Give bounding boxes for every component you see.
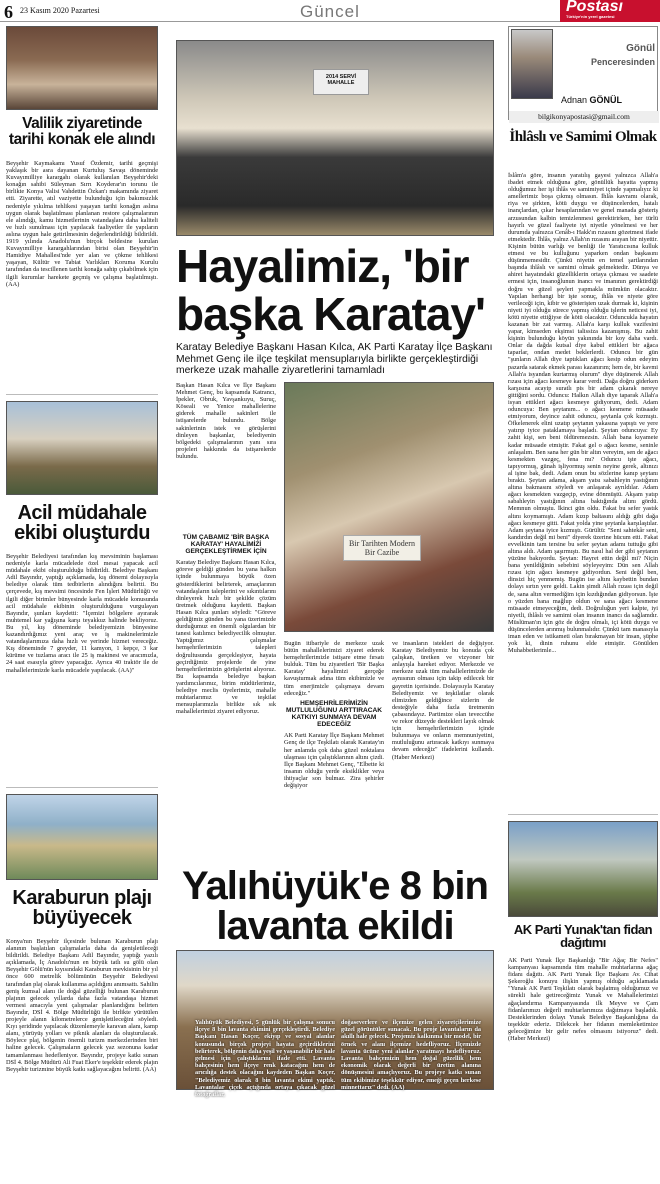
- divider: [6, 394, 158, 395]
- main-photo: [176, 40, 494, 236]
- left-column: [6, 26, 158, 1116]
- story-headline: Acil müdahale ekibi oluşturdu: [14, 502, 150, 545]
- story-photo: [508, 821, 658, 917]
- subheading: HEMŞEHRİLERİMİZİN MUTLULUĞUNU ARTTIRACAK KATKIYI SUNMAYA DEVAM EDECEĞİZ: [285, 700, 383, 729]
- column-name: Gönül: [626, 43, 655, 54]
- story-body: AK Parti Yunak İlçe Başkanlığı "Bir Ağaç Bir Nefes" kampanyası kapsamında tüm mahalle muhtarlarına ağaç fidanı dağıttı. AK Parti Yunak İlçe Başkanı Av. Cihat Şekeroğlu konuyu ilişkin yapmış olduğu açıklamada "Yunak AK Parti Teşkilatı olarak başlatmış olduğumuz ve sürekli hale getireceğimiz Yunak ve Mahallelerimizi ağaçlandırma Kampanyasında ilk Meyve ve Çam fidanlarımızı değerli muhtarlarımıza dağıtmaya başladık. Desteklerinden dolayı Yunak Belediye Başkanlığına da teşekkür ederiz. Dilekcek her fidanın memleketimize geleceğimize bir gelir nefes olmasını istiyoruz" dedi. (Haber Merkezi): [508, 957, 658, 1043]
- story-photo: [6, 26, 158, 110]
- article-text: Karatay Belediye Başkanı Hasan Kılca, göreve geldiği günden bu yana halkın içinde bulunmaya büyük özen gösterdiklerini belirterek, amaçlarının vatandaşların taleplerini ve sıkıntılarını dinleyerek hızlı bir şekilde çözüm üretmek olduğunu kaydetti. Başkan Hasan Kılca şunları söyledi: "Göreve geldiğimiz günden bu yana üzerimizde durduğumuz en önemli olgulardan bir tanesi katılımcı belediyecilik olmuştur. Yaptığımız çalışmalar hemşehrilerimizin talepleri doğrultusunda gerçekleşiyor, hayata geçirdiğimiz projelerde de yine hemşehrilerimizin görüşlerini alıyoruz. Bu kapsamda belediye başkan yardımcılarımız, birim müdürlerimiz, belediye meclis üyelerimiz, mahalle muhtarlarımız ve teşkilat mensuplarımızla birlikte sık sık mahallelerimizi ziyaret ediyoruz.: [176, 559, 276, 716]
- story-body: Beyşehir Kaymakamı Yusuf Özdemir, tarihi geçmişi yaklaşık bir asra dayanan Kurtuluş Savaşı döneminde Kuvayımilliye karargahı olarak kullanılan Beyşehir'deki konağın sahibi Süleyman Sırrı Koyderar'ın torunu ile birlikte Konya Valisi Vahdettin Özkan'ı makamında ziyaret etti. Ziyarette, atıl vaziyette bulunduğu için bakımsızlık nedeniyle yıkılma tehlikesi yaşayan tarihi konağın aslına uygun olarak başlatılması planlanan restore çalışmalarının ele alındığı, kamu hizmetlerinin vatandaşlara daha kaliteli ve hızlı sunulması için yapılacak faaliyetler ile yapıların aslına uygun hale getirilmesinin değerlendirildiği bildirildi. 1919 yılında Anadolu'nun birçok beldesine kurulan Kuvayımilliye karargahlarından birisi olan Beyşehir'in Hamidiye Mahallesi'nde yer alan ve çökme tehlikesi yaşayan, Kültür ve Tabiat Varlıkları Koruma Kurulu tarafından da tescillenen tarihi konağa sahip çıkabilmek için ilgili kurumlar harekete geçmiş ve çalışma başlatılmıştı. (AA): [6, 160, 158, 288]
- column-subtitle: Penceresinden: [590, 57, 655, 67]
- article-col: [392, 640, 494, 858]
- subheading: TÜM ÇABAMIZ 'BİR BAŞKA KARATAY' HAYALİMİZİ GERÇEKLEŞTİRMEK İÇİN: [182, 534, 270, 556]
- author-name: Adnan GÖNÜL: [561, 95, 623, 105]
- article-col: [284, 640, 384, 880]
- column-header: [508, 26, 658, 120]
- village-sign: 2014 SERVİ MAHALLE: [313, 69, 369, 95]
- banner-sign: Bir Tarihten Modern Bir Cazibe: [343, 535, 421, 561]
- story-body: Konya'nın Beyşehir ilçesinde bulunan Karaburun plajı alanının başlatılan çalışmalarla daha da genişletileceği bildirildi. Belediye Başkanı Adil Bayındır, yaptığı yazılı açıklamada, İç Anadolu'nun en büyük tatlı su gölü olan Beyşehir Gölü'nün kıyısındaki Karaburun mevkisinin bir yıl önce 600 metrelik bölümünün Beyşehir Belediyesi tarafından plaj olarak kullanıma açıldığını anımsattı. Sahilin geniş kumsal alanı ile doğal güzelliği bulunan Karaburun plajının gelecek yıllarda daha fazla vatandaşa hizmet vermesi amacıyla yeni çalışmalar planlandığını belirten Bayındır, DSİ 4. Bölge Müdürlüğü ile birlikte yürütülen projeyle alanın kilometrelerce genişletileceğini söyledi. Kıyı şeridinde yapılacak düzenlemeyle karavan alanı, kamp alanı, yürüyüş yolları ve piknik alanları da oluşturulacak. Böylece plaj, bölgenin önemli turizm merkezlerinden biri haline gelecek. Çalışmaların gelecek yaz sezonuna kadar tamamlanması hedefleniyor. Bayındır, projeye katkı sunan DSİ 4. Bölge Müdürü Ali Fuat Eker'e teşekkür ederek plajın Beyşehir turizmine büyük katkı sağlayacağını belirtti. (AA): [6, 938, 158, 1073]
- page-number: 6: [4, 2, 13, 22]
- divider: [6, 787, 158, 788]
- lavender-text: doğaseverlere ve ilçemize gelen ziyaretçilerimize güzel görüntüler sunacak. Bu proje lavantaların da akıllı hale gelecek. Projemiz kalkınma bir model, bir örnek ve alanı ilçemize hedefliyoruz. İlçemizde lavanta ücüne yeni alanlar yaratmayı hedefliyoruz. Lavanta bahçemizin hem doğal güzellik hem ekonomik olarak değerli bir üretim alanına dönüşmesini amaçlıyoruz. Bu projeye katkı sunan tüm ekibimize teşekkür ediyor, emeği geçen herkese minnettarız" dedi. (AA): [341, 1019, 481, 1091]
- lavender-headline: Yalıhüyük'e 8 bin lavanta ekildi: [182, 864, 488, 948]
- story-headline: Valilik ziyaretinde tarihi konak ele alındı: [8, 115, 156, 148]
- story-body: Beyşehir Belediyesi tarafından kış mevsiminin başlaması nedeniyle karla mücadelede özel mesai yapacak acil müdahale ekibi oluşturulduğu bildirildi. Belediye Başkanı Adil Bayındır, yaptığı açıklamada, kış dönemi dolayısıyla belediye olarak tüm tedbirlerin alındığını belirtti. Bu çerçevede, kış mevsimi öncesinde Fen İşleri Müdürlüğü ve ilgili diğer birimler bünyesinde karla mücadele konusunda acil müdahale ekibinin oluşturulduğunu vurgulayan Bayındır, şunları kaydetti: "İçemizi bölgelere ayırarak muhtemel kar yağışına karşı teyakkuz halinde bekliyoruz. Bu yıl, kış döneminde belediyemizin bünyesine kazandırdığımız yeni araç ve iş makinelerimizle vatandaşlarımıza daha hızlı ve yerinde hizmet vereceğiz. Kış döneminde 7 greyder, 11 kamyon, 1 kepçe, 3 kar kürüme ve tuzlama aracı ile 25 iş makinesi ve aracımızla, 24 saat esasıyla görev yapacağız. Ayrıca 40 traktör ile de mahallelerimizde karla mücadele yapılacak. (AA)": [6, 553, 158, 674]
- main-headline: Hayalimiz, 'bir başka Karatay': [176, 240, 485, 340]
- paper-logo: Postası Türkiye'nin yerel gazetesi: [560, 0, 660, 22]
- author-email: bilgikonyapostasi@gmail.com: [509, 111, 659, 123]
- second-photo: [284, 382, 494, 632]
- story-headline: Karaburun plajı büyüyecek: [12, 887, 152, 930]
- lavender-text: Yalıhüyük Belediyesi, 5 günlük bir çalışma sonucu ilçeye 8 bin lavanta ekimini gerçekleştirdi. Belediye Başkanı Hasan Koçer, ekiyıp ve sosyal alanlar konusunda birçok projeyi hayata geçirdiklerini belirterek, bölgenin daha yeşil ve yaşanabilir bir hale gelmesi için çalıştıklarını ifade etti. Lavanta bahçesinin hem ilçeye renk katacağını hem de arıcılığa destek olacağını kaydeden Başkan Koçer, "Belediyemiz olarak 8 bin lavanta ekimi yaptık. Lavantalar çiçek açtığında ortaya çıkacak güzel fotoğraflar,: [195, 1019, 335, 1099]
- section-title: Güncel: [300, 2, 360, 21]
- story-photo: [6, 794, 158, 880]
- story-headline: AK Parti Yunak'tan fidan dağıtımı: [513, 922, 653, 951]
- author-photo: [511, 29, 553, 99]
- article-text: Bugün itibariyle de merkeze uzak bütün mahallelerimizi ziyaret ederek hemşehrilerimizle istişare etme fırsatı bulduk. Tüm bu ziyaretleri 'Bir Başka Karatay' hayalimizi gerçeğe kavuşturmak adına tüm ekibimizle ve tüm enerjimizle çalışmaya devam edeceğiz.": [284, 640, 384, 696]
- article-col: [176, 382, 276, 892]
- column-body: İslâm'a göre, insanın yaratılış gayesi yalnızca Allah'a ibadet etmek olduğuna göre, gönüllük hayatta yapmış olduğumuz her işi ihlâs ve samimiyet içinde yapmalıyız ki amellerimiz boşa çıkmış olmasın. İhlâs kavramı olarak, riya ve şirkten, kötü duygu ve düşüncelerden, hatalı inançlardan, çıkar hesaplarından ve genel manada gösteriş arzusundan kalbin temizlenmesi gerektirirken, her türlü hayırlı ve güzel faaliyete iyi niyetle yönelmesi ve her durumda yalnızca Cenâb-ı Hakk'ın rızasını gözetmesi ifade etmektedir. İhlâs, yalnız Allah'ın rızasını arayan bir niyettir. Kişinin bütün varlığı ve benliği ile Yaratıcısına kulluk etmesi ve bu kulluğunu yaparken ondan başkasını düşünmemesidir. Çünkü niyetin en temel şartlarından başında ihlâslı ve samimi olmak gelmektedir. Dünya ve ahiret hayatındaki güzelliklerin ortaya çıkması ve saadete ermesi için, insanoğlunun inancı ve imanının gerektirdiği doğru ve güzel şeyleri yapmakla mümkün olacaktır. Yapılan herhangi bir işte sonuç, ihlâs ve niyete göre verileceği için, kibir ve gösterişten uzak durmak ki, kişinin niyeti iyi olduğu sürece yapmış olduğu işlerin neticesi iyi, kötü niyette ettiğiyse de kötü olacaktır. Oduncukla hayatın kazanan bir zat varmış. Allah'a karşı kulluk vazifesini yapar, kimseden ekşimsi talissiza kazanışmış. Bu zahit kişinin bulunduğu köyün yakınında bir koy daha vardı. Onlar da dağda kutsal diye kabul ettikleri bir ağaca taparlar, ondan medet beklerlerdi. Oduncu bir gün "şunların Allah diye taptıkları ağacı kesip odun edeyim pazarda satarak ekmek parası kazanırım; hem de, bir kavmi Allah'a isyandan kurtarmış olurum" diye düşünerek Allah rızası için ağacı kesmeye karar verdi. Dağa doğru giderken karşısına acayip suratlı pis bir adam çıkarak nereye gittiğini sordu. Oduncu: Halkın Allah diye taparak Allah'a isyan ettikleri ağacı kesmeye gidiyorum, dedi. Adam oduncuya: Ben şeytanım... o ağacı kesmene müsaade etmiyorum, deyince zahit oduncu, şeytanla çok kızmıştı. Öfkelenerek elini uzatıp şeytanın yakasına yapıştı ve yere yatırıp iyice pataklamaya başladı. Şeytan oduncuya: Ey zahit kişi, sen beni öldüremezsin. Allah bana kıyamete kadar müsaade etmiştir. Fakat gel o ağacı kesme, seninle anlaşalım. Ben sana her gün bir altın vereyim, sen de ağacı kesmekten vazgeç, fena mı? Oduncu işte ağacı, tapıyormuş, günah işliyormuş senin neyine gerek, altınızı al işine bak, dedi. Adam onun bu sözlerine kanıp şeytanı bıraktı. Şeytan adama, akşam yatsı sabahleyin yastığının altına bakmasını söyledi ve anlaşarak ayrıldılar. Adam ağacı kesmekten vazgeçip, evine dönmüştü. Akşam yatıp sabahleyin yastığının altına baktığında altını gördü. Memnun olmuştu. İkinci gün oldu. Fakat bu sefer yastık altını koymamıştı. Adam kızıp baltasını aldığı gibi dağa ağacı kesmeye gitti. Fakat yolda yine şeytanla karşılaştılar. Adam şeytana iyice kızmıştı. Gürültü: "Seni sahtekâr seni, kandırdın değil mi beni" diyerek üzerine hücum etti. Fakat evvelkinin tam tersine bu sefer şeytan adamı tuttuğu gibi altına aldı. Adam şaşırmıştı. Bu nasıl hal der gibi şeytanın yüzüne bakıyordu. Şeytan: Hayret ettin değil mi? Niçin bana yenildiğinin sebebini söyleyeyim: Dün sen Allah rızası için ağacı kesmeye gidiyordun. Seni değil ben, dinsizi hiç yenmemiş. Bugün ise altını kaybettin bundan dolayı sırtın yere geldi. Lakin şimdi Allah rızası için değil de, sana altın vermediğim için kızdığından gidiyorsun. İşte o yüzden bana mağlup oldun ve sana ağacı kesmene müsaade etmeyeceğim, dedi. Doğruluğun yeri kalpte, iyi niyetli, ihlâslı ve samimi olan insanın inancı da sağlamdır. Müslüman'ın için göz de doğru olmalı, içi kötü duygu ve düşüncelerden arınmış bulunmalıdır. Çünkü tam manasıyla iman eden ve istikameti olan bırakmayan bir insan, şüphe yok ki, dinin ruhunu elde etmiştir. Gönülden Muhabbetlerimle...: [508, 172, 658, 655]
- column-title: İhlâslı ve Samimi Olmak: [509, 129, 657, 145]
- story-photo: [6, 401, 158, 495]
- lavender-photo: [176, 950, 494, 1099]
- issue-date: 23 Kasım 2020 Pazartesi: [20, 6, 100, 15]
- divider: [508, 814, 658, 815]
- article-text: ve insanların istekleri de değişiyor. Karatay Belediyemiz bu konuda çok çalışkan, üretken ve vizyoner bir anlayışla hareket ediyor. Merkezde ve merkeze uzak tüm mahallelerimizde de aynısının olması için takip edilecek bir gayretin içerisinde. Dolayısıyla Karatay Belediyemiz ve teşkilatlar olarak elimizden geldiğince sizlerin de desteğiyle daha fazla üretmenin çabasındayız. Partimize olan teveccühe ve rekor düzeyde destekleri layık olmak için hemşehrilerimizin içinde bulunmaya ve onların memnuniyetini, mutluluğunu artıracak katkıyı sunmaya devam edeceğiz" ifadelerini kullandı. (Haber Merkezi): [392, 640, 494, 761]
- right-column: [508, 26, 658, 1116]
- article-text: AK Parti Karatay İlçe Başkanı Mehmet Genç de ilçe Teşkilatı olarak Karatay'ın her anlamda çok daha güzel noktalara ulaşması için çalıştıklarının altını çizdi. İlçe Başkanı Mehmet Genç, "Elbette ki insanın olduğu yerde eksiklikler veya ihtiyaçlar son bulmaz. Zira şehirler değişiyor: [284, 732, 384, 790]
- article-text: Başkan Hasan Kılca ve İlçe Başkanı Mehmet Genç, bu kapsamda Katrancı, İpekler, Obruk, Yavşankuyu, Suruç, Köseali ve Yenice mahallelerine giderek mahalle sakinleri ile istişarelerde bulundu. Bölge sakinlerinin istek ve görüşlerini dinleyen başkanlar, belediyenin bölgedeki çalışmalarının yanı sıra projeleri hakkında da istişarelerde bulundu.: [176, 382, 276, 460]
- main-deck: Karatay Belediye Başkanı Hasan Kılca, AK Parti Karatay İlçe Başkanı Mehmet Genç ile ilçe teşkilat mensuplarıyla birlikte gerçekleştirdiği merkeze uzak mahalle ziyaretlerini tamamladı: [176, 342, 493, 376]
